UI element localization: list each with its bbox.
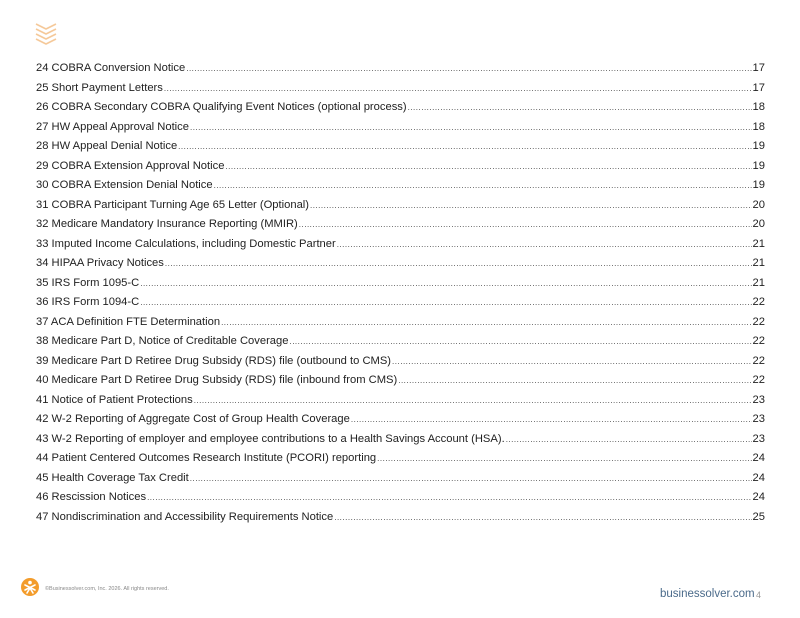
toc-entry[interactable] bbox=[36, 137, 765, 157]
toc-dot-leader bbox=[310, 196, 752, 216]
toc-entry-page: 19 bbox=[752, 140, 765, 152]
toc-entry[interactable] bbox=[36, 391, 765, 411]
toc-entry[interactable] bbox=[36, 469, 765, 489]
toc-entry[interactable] bbox=[36, 274, 765, 294]
toc-entry-page: 22 bbox=[752, 296, 765, 308]
toc-entry-title: 29 COBRA Extension Approval Notice bbox=[36, 159, 225, 172]
toc-entry[interactable] bbox=[36, 371, 765, 391]
toc-dot-leader bbox=[225, 157, 751, 177]
toc-entry-title: 39 Medicare Part D Retiree Drug Subsidy (RDS) file (outbound to CMS) bbox=[36, 354, 392, 367]
toc-entry-page: 24 bbox=[752, 491, 765, 503]
toc-dot-leader bbox=[506, 430, 752, 450]
toc-entry[interactable] bbox=[36, 157, 765, 177]
toc-entry[interactable] bbox=[36, 488, 765, 508]
toc-entry-title: 28 HW Appeal Denial Notice bbox=[36, 140, 178, 152]
toc-entry-page: 17 bbox=[752, 81, 765, 94]
toc-dot-leader bbox=[299, 215, 752, 235]
toc-entry[interactable] bbox=[36, 118, 765, 138]
toc-entry-title: 37 ACA Definition FTE Determination bbox=[36, 315, 221, 328]
businessolver-figure-icon bbox=[21, 578, 39, 596]
toc-entry-page: 21 bbox=[752, 257, 765, 269]
stacked-chevrons-icon bbox=[35, 22, 57, 48]
toc-entry-title: 32 Medicare Mandatory Insurance Reporting (MMIR) bbox=[36, 218, 298, 230]
toc-entry-page: 22 bbox=[752, 354, 765, 367]
toc-entry-title: 33 Imputed Income Calculations, including Domestic Partner bbox=[36, 237, 336, 250]
toc-dot-leader bbox=[164, 79, 752, 99]
toc-entry-title: 30 COBRA Extension Denial Notice bbox=[36, 179, 213, 191]
toc-entry[interactable] bbox=[36, 430, 765, 450]
site-url[interactable]: businessolver.com bbox=[660, 588, 755, 600]
toc-entry-page: 19 bbox=[752, 179, 765, 191]
toc-entry-title: 38 Medicare Part D, Notice of Creditable Coverage bbox=[36, 335, 289, 347]
toc-entry-page: 23 bbox=[752, 413, 765, 425]
toc-entry[interactable] bbox=[36, 508, 765, 528]
toc-entry[interactable] bbox=[36, 254, 765, 274]
toc-entry[interactable] bbox=[36, 313, 765, 333]
toc-entry-title: 40 Medicare Part D Retiree Drug Subsidy (RDS) file (inbound from CMS) bbox=[36, 374, 398, 386]
toc-entry[interactable] bbox=[36, 449, 765, 469]
toc-entry-page: 21 bbox=[752, 237, 765, 250]
toc-entry-title: 36 IRS Form 1094-C bbox=[36, 296, 140, 308]
toc-entry-page: 22 bbox=[752, 374, 765, 386]
toc-entry[interactable] bbox=[36, 410, 765, 430]
toc-dot-leader bbox=[408, 98, 752, 118]
toc-dot-leader bbox=[190, 469, 752, 489]
toc-dot-leader bbox=[398, 371, 751, 391]
toc-entry-title: 24 COBRA Conversion Notice bbox=[36, 62, 186, 74]
toc-entry-title: 27 HW Appeal Approval Notice bbox=[36, 120, 189, 133]
toc-dot-leader bbox=[334, 508, 751, 528]
toc-entry[interactable] bbox=[36, 235, 765, 255]
page-number: 4 bbox=[756, 590, 762, 600]
toc-dot-leader bbox=[289, 332, 751, 352]
toc-entry-page: 18 bbox=[752, 101, 765, 113]
toc-dot-leader bbox=[165, 254, 752, 274]
toc-entry-page: 24 bbox=[752, 452, 765, 464]
toc-entry[interactable] bbox=[36, 352, 765, 372]
toc-entry-page: 19 bbox=[752, 159, 765, 172]
toc-dot-leader bbox=[194, 391, 752, 411]
toc-dot-leader bbox=[140, 274, 751, 294]
toc-entry-title: 25 Short Payment Letters bbox=[36, 81, 163, 94]
toc-dot-leader bbox=[186, 59, 751, 79]
toc-entry-page: 21 bbox=[752, 276, 765, 289]
toc-dot-leader bbox=[377, 449, 751, 469]
toc-entry-title: 42 W-2 Reporting of Aggregate Cost of Group Health Coverage bbox=[36, 413, 350, 425]
toc-dot-leader bbox=[214, 176, 752, 196]
toc-entry-page: 25 bbox=[752, 510, 765, 523]
toc-entry-title: 35 IRS Form 1095-C bbox=[36, 276, 140, 289]
toc-entry-title: 41 Notice of Patient Protections bbox=[36, 393, 193, 406]
toc-entry[interactable] bbox=[36, 59, 765, 79]
toc-entry-title: 47 Nondiscrimination and Accessibility Requirements Notice bbox=[36, 510, 334, 523]
toc-entry-page: 23 bbox=[752, 432, 765, 445]
table-of-contents bbox=[36, 59, 765, 527]
toc-entry-page: 18 bbox=[752, 120, 765, 133]
toc-entry-title: 31 COBRA Participant Turning Age 65 Letter (Optional) bbox=[36, 198, 309, 211]
toc-entry[interactable] bbox=[36, 215, 765, 235]
toc-entry[interactable] bbox=[36, 98, 765, 118]
toc-entry-title: 26 COBRA Secondary COBRA Qualifying Event Notices (optional process) bbox=[36, 101, 407, 113]
toc-entry-page: 23 bbox=[752, 393, 765, 406]
toc-entry-page: 20 bbox=[752, 218, 765, 230]
toc-dot-leader bbox=[147, 488, 751, 508]
toc-entry[interactable] bbox=[36, 196, 765, 216]
toc-entry[interactable] bbox=[36, 79, 765, 99]
toc-dot-leader bbox=[140, 293, 751, 313]
toc-entry-title: 45 Health Coverage Tax Credit bbox=[36, 471, 189, 484]
toc-entry-title: 44 Patient Centered Outcomes Research Institute (PCORI) reporting bbox=[36, 452, 377, 464]
toc-dot-leader bbox=[351, 410, 752, 430]
toc-entry-page: 22 bbox=[752, 315, 765, 328]
toc-entry-title: 46 Rescission Notices bbox=[36, 491, 147, 503]
toc-entry[interactable] bbox=[36, 332, 765, 352]
toc-entry[interactable] bbox=[36, 176, 765, 196]
copyright-notice: ©Businessolver.com, Inc. 2026. All rights reserved. bbox=[45, 586, 169, 592]
toc-entry-title: 34 HIPAA Privacy Notices bbox=[36, 257, 164, 269]
toc-entry-page: 17 bbox=[752, 62, 765, 74]
toc-entry-page: 22 bbox=[752, 335, 765, 347]
toc-dot-leader bbox=[221, 313, 751, 333]
toc-dot-leader bbox=[337, 235, 752, 255]
toc-entry[interactable] bbox=[36, 293, 765, 313]
toc-dot-leader bbox=[178, 137, 751, 157]
toc-dot-leader bbox=[190, 118, 752, 138]
toc-dot-leader bbox=[392, 352, 752, 372]
toc-entry-title: 43 W-2 Reporting of employer and employee contributions to a Health Savings Account (HSA). bbox=[36, 432, 505, 445]
toc-entry-page: 24 bbox=[752, 471, 765, 484]
toc-entry-page: 20 bbox=[752, 198, 765, 211]
